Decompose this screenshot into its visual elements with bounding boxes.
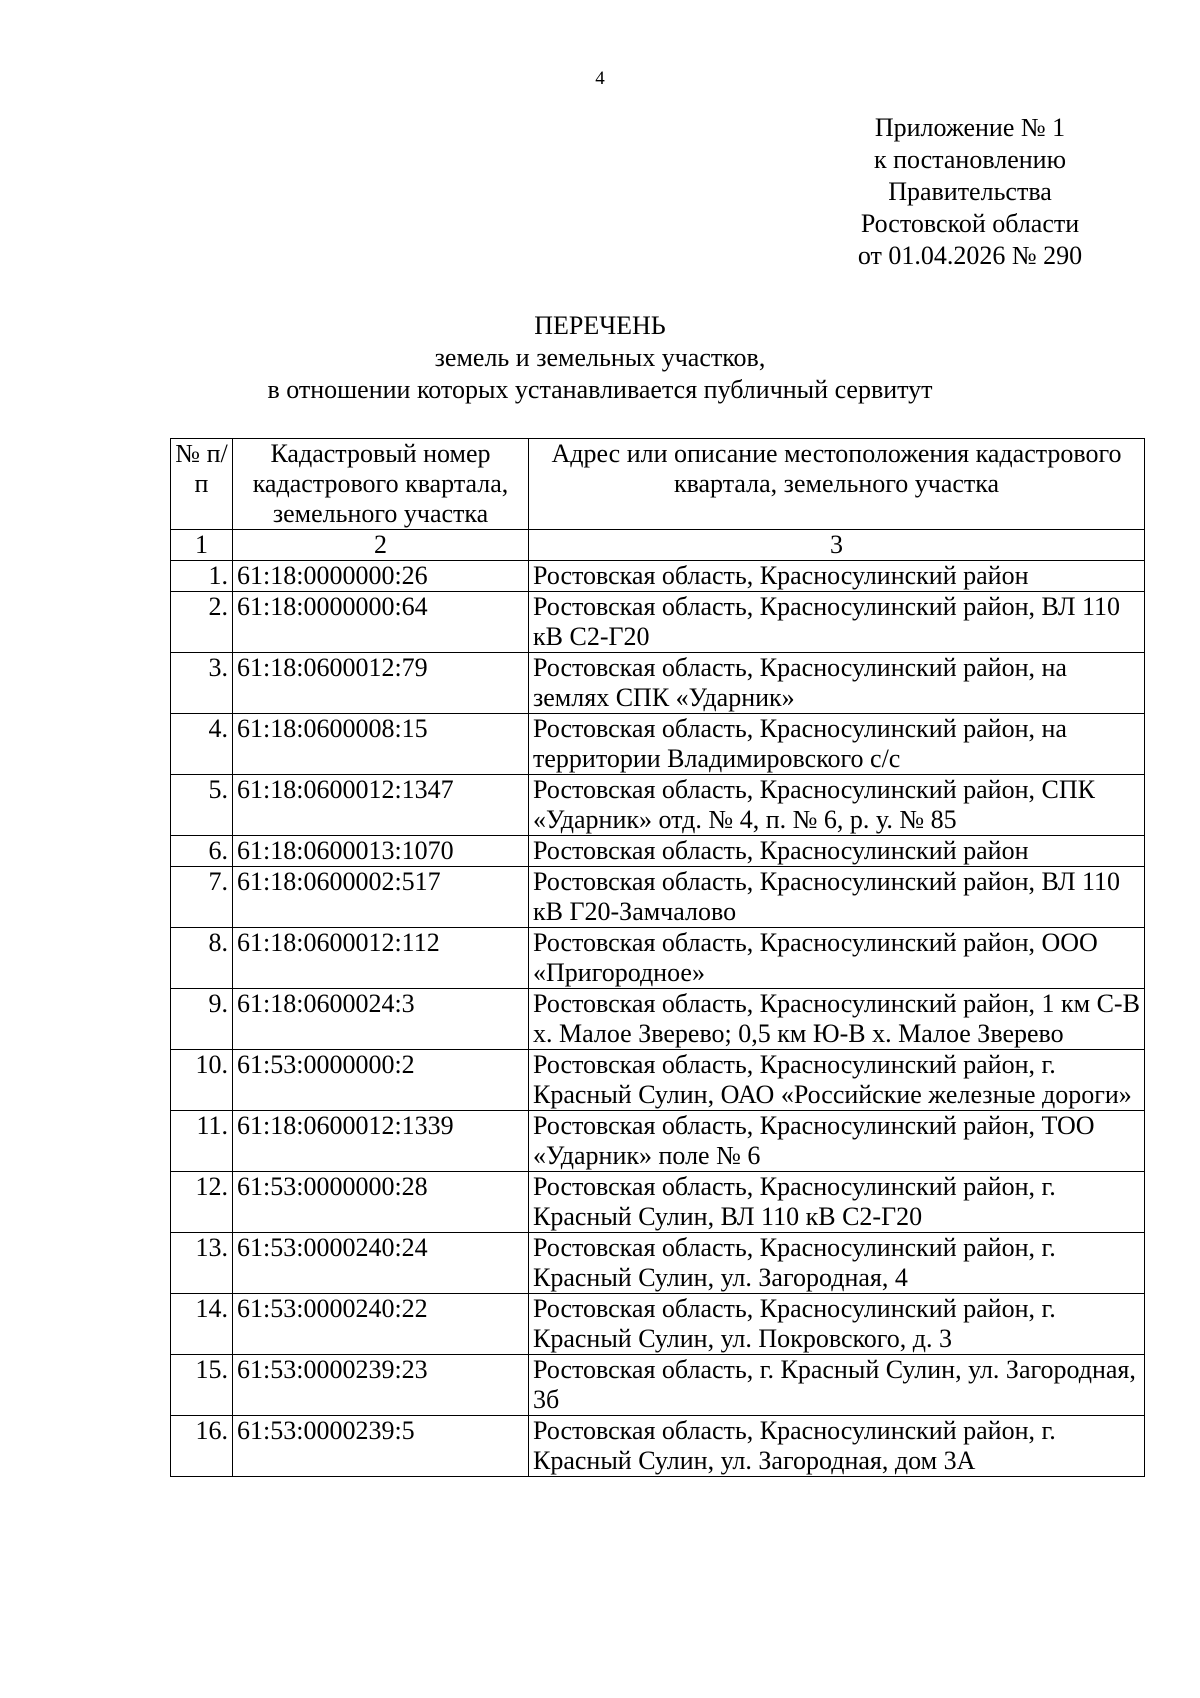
table-row	[171, 1416, 1145, 1477]
address-cell: Ростовская область, Красносулинский район, г. Красный Сулин, ул. Загородная, 4	[529, 1233, 1145, 1294]
row-number: 1.	[171, 561, 233, 592]
cadastral-number: 61:18:0000000:64	[233, 592, 529, 653]
appendix-line: от 01.04.2026 № 290	[857, 241, 1083, 270]
address-cell: Ростовская область, Красносулинский район, на территории Владимировского с/с	[529, 714, 1145, 775]
cadastral-number: 61:53:0000240:22	[233, 1294, 529, 1355]
table-row	[171, 592, 1145, 653]
address-cell: Ростовская область, Красносулинский район	[529, 836, 1145, 867]
row-number: 9.	[171, 989, 233, 1050]
table-row	[171, 561, 1145, 592]
row-number: 3.	[171, 653, 233, 714]
address-cell: Ростовская область, Красносулинский район, ТОО «Ударник» поле № 6	[529, 1111, 1145, 1172]
appendix-line: к постановлению	[873, 145, 1067, 174]
row-number: 7.	[171, 867, 233, 928]
row-number: 4.	[171, 714, 233, 775]
row-number: 2.	[171, 592, 233, 653]
row-number: 12.	[171, 1172, 233, 1233]
column-numbers-row	[171, 530, 1145, 561]
row-number: 10.	[171, 1050, 233, 1111]
table-row	[171, 1050, 1145, 1111]
table-row	[171, 1233, 1145, 1294]
column-number: 2	[233, 530, 529, 561]
row-number: 13.	[171, 1233, 233, 1294]
address-cell: Ростовская область, Красносулинский район, ВЛ 110 кВ С2-Г20	[529, 592, 1145, 653]
cadastral-number: 61:18:0600012:79	[233, 653, 529, 714]
address-cell: Ростовская область, Красносулинский район, г. Красный Сулин, ВЛ 110 кВ С2-Г20	[529, 1172, 1145, 1233]
row-number: 6.	[171, 836, 233, 867]
cadastral-number: 61:53:0000000:28	[233, 1172, 529, 1233]
cadastral-number: 61:53:0000239:23	[233, 1355, 529, 1416]
table-row	[171, 653, 1145, 714]
cadastral-number: 61:18:0600024:3	[233, 989, 529, 1050]
cadastral-number: 61:18:0600012:1347	[233, 775, 529, 836]
document-heading	[0, 310, 1200, 406]
header-cadastral: Кадастровый номер кадастрового квартала, земельного участка	[233, 439, 529, 530]
table-row	[171, 714, 1145, 775]
document-subtitle: в отношении которых устанавливается публичный сервитут	[267, 375, 933, 404]
header-address: Адрес или описание местоположения кадастрового квартала, земельного участка	[529, 439, 1145, 530]
table-row	[171, 1355, 1145, 1416]
table-row	[171, 989, 1145, 1050]
appendix-line: Ростовской области	[860, 209, 1080, 238]
cadastral-number: 61:18:0000000:26	[233, 561, 529, 592]
document-subtitle: земель и земельных участков,	[434, 343, 766, 372]
row-number: 16.	[171, 1416, 233, 1477]
cadastral-number: 61:18:0600013:1070	[233, 836, 529, 867]
cadastral-number: 61:53:0000239:5	[233, 1416, 529, 1477]
address-cell: Ростовская область, Красносулинский район, г. Красный Сулин, ул. Загородная, дом 3А	[529, 1416, 1145, 1477]
table-row	[171, 1294, 1145, 1355]
address-cell: Ростовская область, Красносулинский район, г. Красный Сулин, ОАО «Российские железные дороги»	[529, 1050, 1145, 1111]
table-row	[171, 928, 1145, 989]
page-number: 4	[595, 68, 605, 89]
appendix-line: Приложение № 1	[874, 113, 1066, 142]
cadastral-number: 61:53:0000240:24	[233, 1233, 529, 1294]
table-row	[171, 867, 1145, 928]
table-row	[171, 1172, 1145, 1233]
cadastral-number: 61:18:0600008:15	[233, 714, 529, 775]
land-plots-table	[170, 438, 1145, 1477]
address-cell: Ростовская область, Красносулинский район, г. Красный Сулин, ул. Покровского, д. 3	[529, 1294, 1145, 1355]
document-title: ПЕРЕЧЕНЬ	[534, 311, 666, 340]
row-number: 8.	[171, 928, 233, 989]
cadastral-number: 61:18:0600002:517	[233, 867, 529, 928]
table-row	[171, 836, 1145, 867]
table-header-row	[171, 439, 1145, 530]
row-number: 11.	[171, 1111, 233, 1172]
header-number: № п/п	[171, 439, 233, 530]
address-cell: Ростовская область, Красносулинский район, на землях СПК «Ударник»	[529, 653, 1145, 714]
cadastral-number: 61:53:0000000:2	[233, 1050, 529, 1111]
appendix-line: Правительства	[888, 177, 1052, 206]
address-cell: Ростовская область, Красносулинский район, ВЛ 110 кВ Г20-Замчалово	[529, 867, 1145, 928]
column-number: 1	[171, 530, 233, 561]
row-number: 5.	[171, 775, 233, 836]
row-number: 15.	[171, 1355, 233, 1416]
cadastral-number: 61:18:0600012:112	[233, 928, 529, 989]
address-cell: Ростовская область, Красносулинский район, СПК «Ударник» отд. № 4, п. № 6, р. у. № 85	[529, 775, 1145, 836]
row-number: 14.	[171, 1294, 233, 1355]
address-cell: Ростовская область, Красносулинский район	[529, 561, 1145, 592]
column-number: 3	[529, 530, 1145, 561]
table-row	[171, 1111, 1145, 1172]
address-cell: Ростовская область, Красносулинский район, 1 км С-В х. Малое Зверево; 0,5 км Ю-В х. Малое Зверево	[529, 989, 1145, 1050]
address-cell: Ростовская область, г. Красный Сулин, ул. Загородная, 3б	[529, 1355, 1145, 1416]
address-cell: Ростовская область, Красносулинский район, ООО «Пригородное»	[529, 928, 1145, 989]
table-row	[171, 775, 1145, 836]
cadastral-number: 61:18:0600012:1339	[233, 1111, 529, 1172]
appendix-block	[820, 112, 1120, 272]
